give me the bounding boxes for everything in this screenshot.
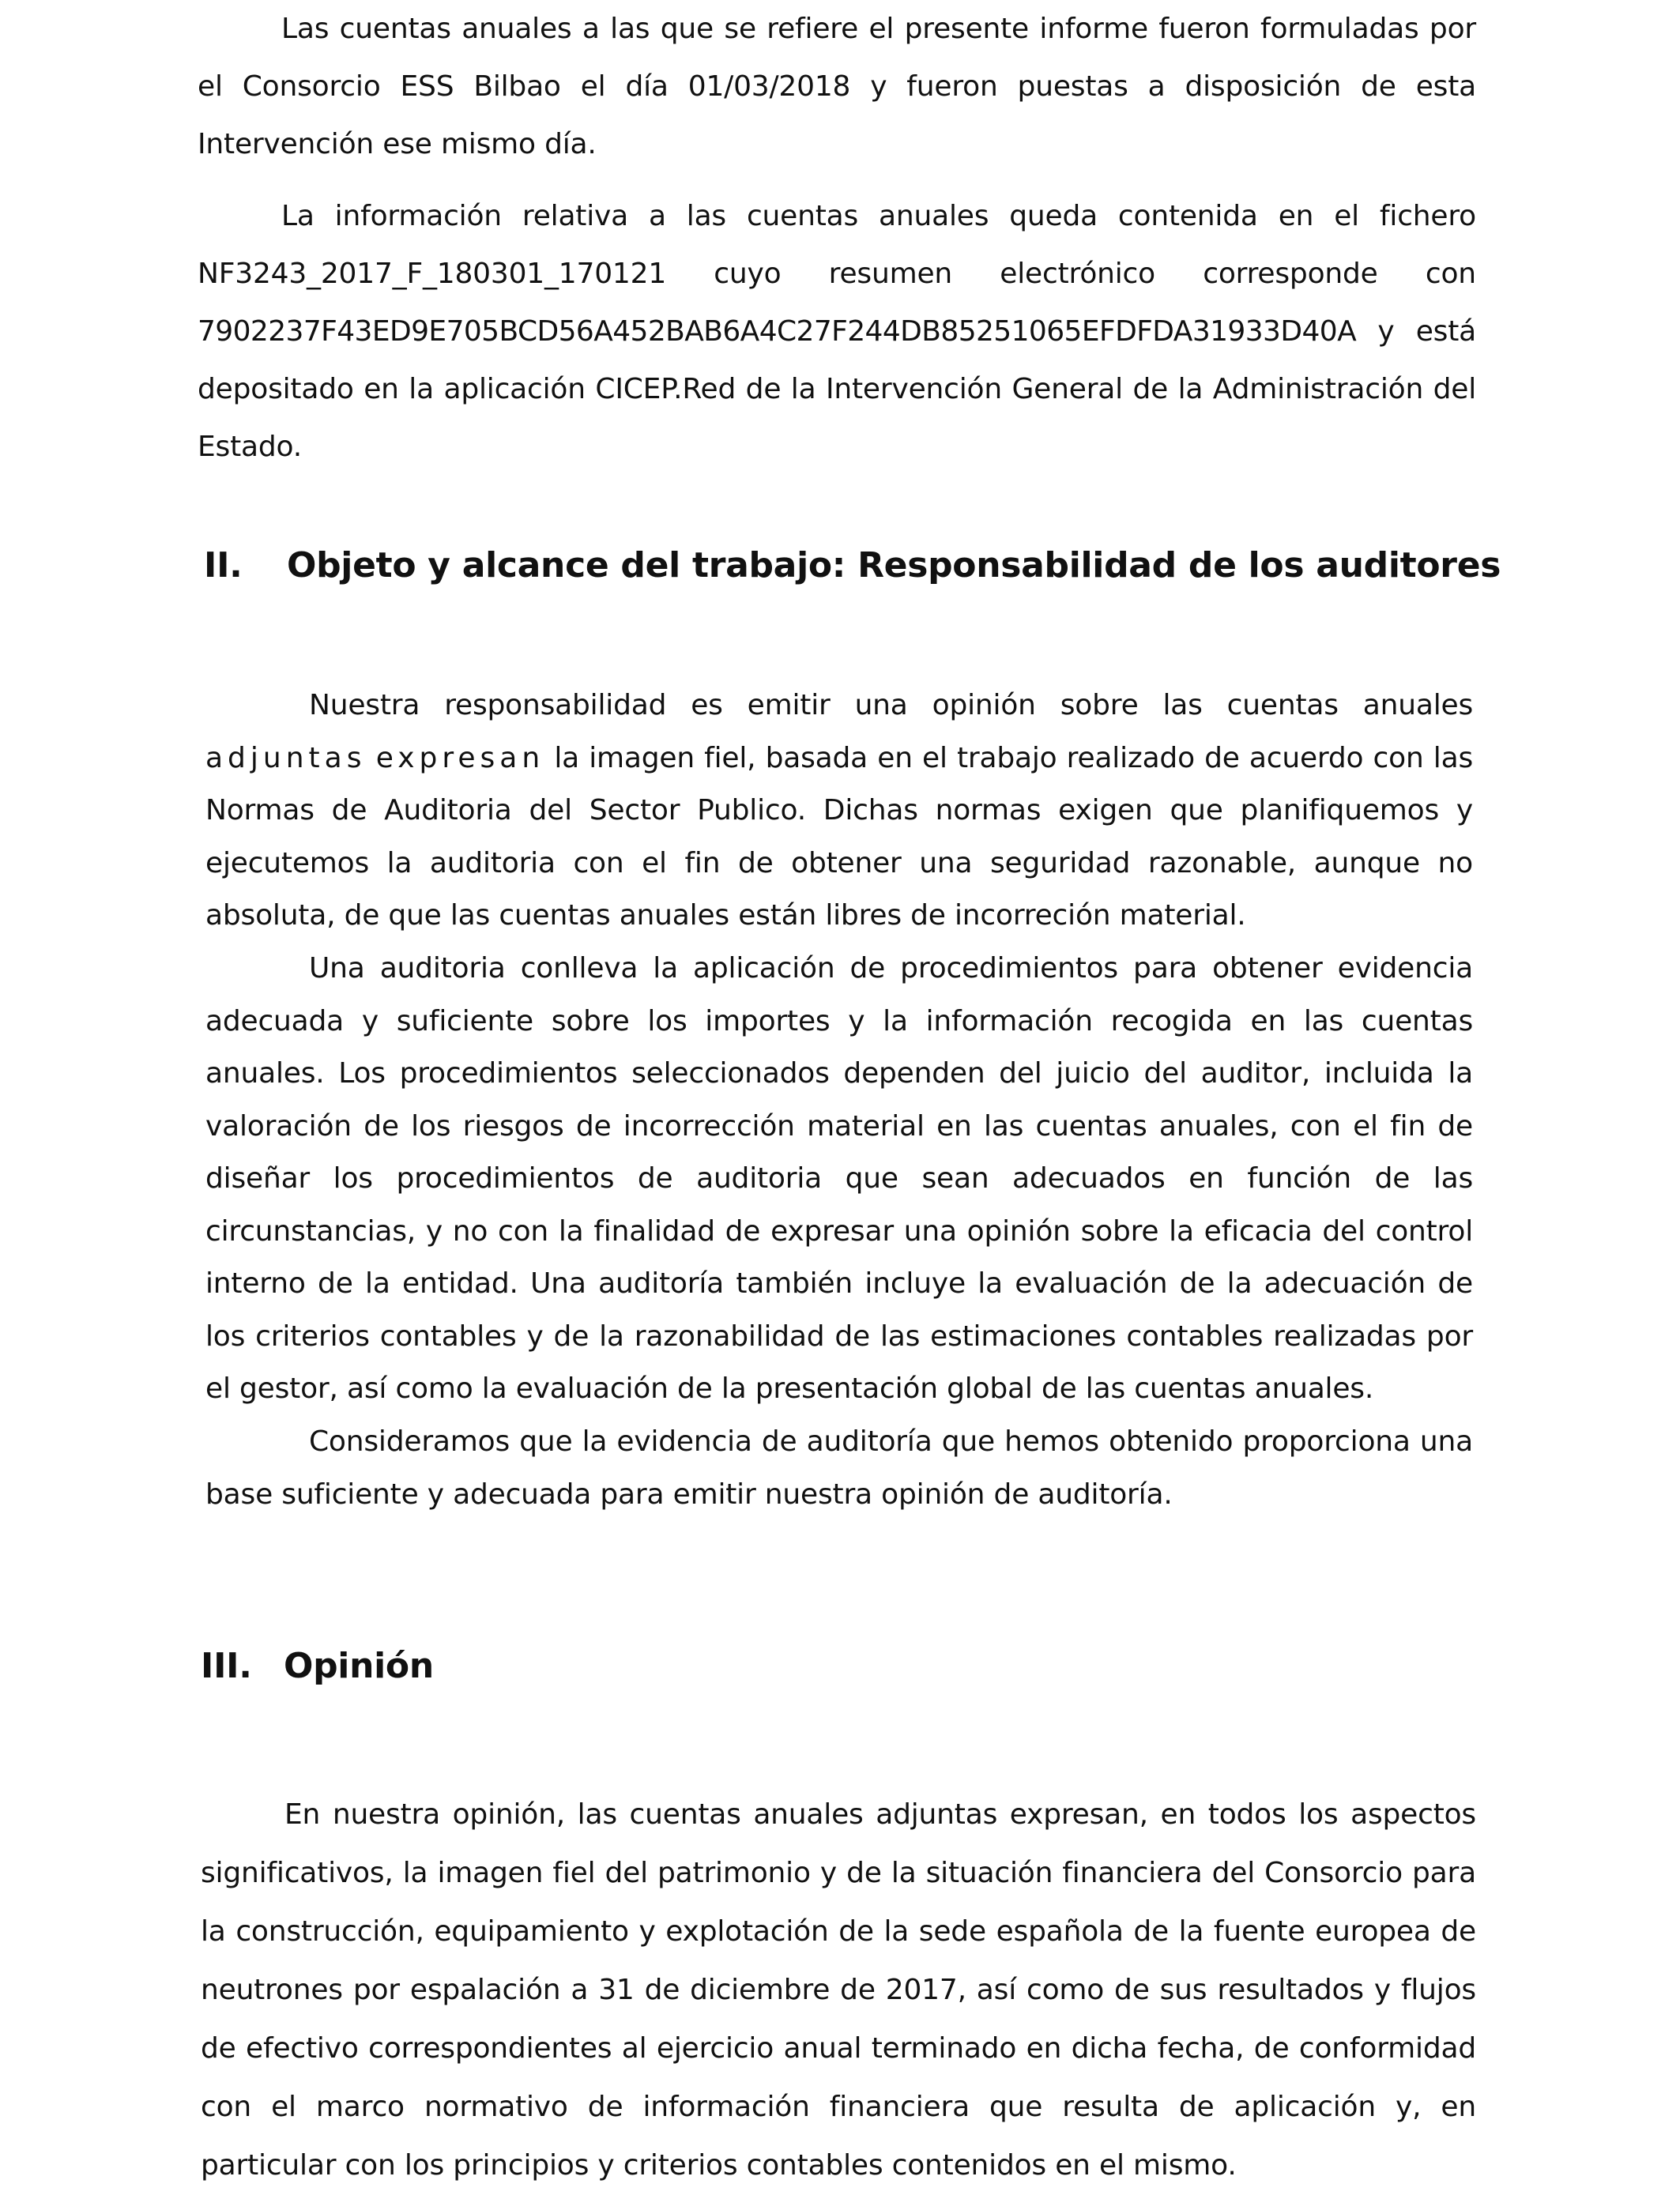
section-3-paragraph-1: En nuestra opinión, las cuentas anuales adjuntas expresan, en todos los aspectos significativos, la imagen fiel del patrimonio y de la situación financiera del Consorcio para la construcción, equipamiento y explotación de la sede española de la fuente europea de neutrones por espalación a 31 de diciembre de 2017, así como de sus resultados y flujos de efectivo correspondientes al ejercicio anual terminado en dicha fecha, de conformidad con el marco normativo de información financiera que resulta de aplicación y, en particular con los principios y criterios contables contenidos en el mismo. [201,1798,1476,2182]
section-2-p1-text-b: la imagen fiel, basada en el trabajo realizado de acuerdo con las Normas de Auditoria del Sector Publico. Dichas normas exigen que planifiquemos y ejecutemos la auditoria con el fin de obtener una seguridad razonable, aunque no absoluta, de que las cuentas anuales están libres de incorreción material. [205,741,1473,932]
intro-p2-line2 [198,245,1476,303]
section-3-title: Opinión [284,1646,434,1686]
intro-paragraph-1: Las cuentas anuales a las que se refiere el presente informe fueron formuladas por el Consorcio ESS Bilbao el día 01/03/2018 y fueron puestas a disposición de esta Intervención ese mismo día. [198,13,1476,160]
section-2-p1-text-a: Nuestra responsabilidad es emitir una opinión sobre las cuentas anuales [309,689,1473,721]
intro-p2-line4: depositado en la aplicación CICEP.Red de la Intervención General de la Administración del Estado. [198,373,1476,463]
intro-p2-word: resumen [828,258,953,290]
section-3-heading [201,1646,434,1686]
section-2-number: II. [204,545,243,585]
section-2-p1-expresan: expresan [375,741,545,774]
file-name: NF3243_2017_F_180301_170121 [198,258,667,290]
section-2-paragraph-1 [205,680,1473,943]
intro-paragraph-2 [198,187,1476,476]
intro-p2-word: electrónico [1000,258,1155,290]
section-3-number: III. [201,1646,252,1686]
intro-p2-word: cuyo [714,258,782,290]
intro-p2-line1: La información relativa a las cuentas anuales queda contenida en el fichero [281,200,1476,232]
section-2-heading [204,545,1501,585]
section-2-title: Objeto y alcance del trabajo: Responsabilidad de los auditores [287,545,1501,585]
intro-p2-word: con [1425,258,1476,290]
intro-p2-word: corresponde [1203,258,1378,290]
section-2-paragraph-3: Consideramos que la evidencia de auditoría que hemos obtenido proporciona una base suficiente y adecuada para emitir nuestra opinión de auditoría. [205,1425,1473,1511]
section-2-p1-adjuntas: adjuntas [205,741,367,774]
intro-p2-word: y [1377,315,1395,348]
hash-value: 7902237F43ED9E705BCD56A452BAB6A4C27F244DB85251065EFDFDA31933D40A [198,315,1357,348]
section-2-paragraph-2: Una auditoria conlleva la aplicación de procedimientos para obtener evidencia adecuada y suficiente sobre los importes y la información recogida en las cuentas anuales. Los procedimientos seleccionados dependen del juicio del auditor, incluida la valoración de los riesgos de incorrección material en las cuentas anuales, con el fin de diseñar los procedimientos de auditoria que sean adecuados en función de las circunstancias, y no con la finalidad de expresar una opinión sobre la eficacia del control interno de la entidad. Una auditoría también incluye la evaluación de la adecuación de los criterios contables y de la razonabilidad de las estimaciones contables realizadas por el gestor, así como la evaluación de la presentación global de las cuentas anuales. [205,952,1473,1405]
intro-p2-word: está [1415,315,1476,348]
intro-p2-line3 [198,303,1476,360]
